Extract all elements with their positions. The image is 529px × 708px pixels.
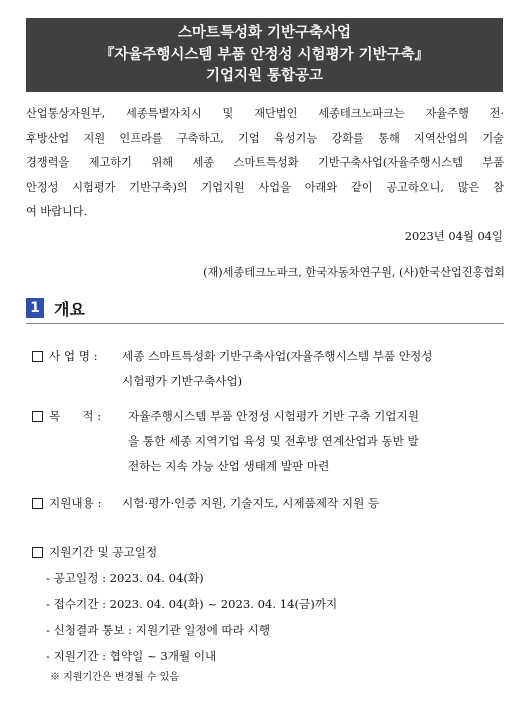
project-label: 사 업 명 : [49,349,98,363]
announcement-title-banner [26,18,503,92]
schedule-note: ※ 지원기간은 변경될 수 있음 [50,672,179,683]
purpose-label: 목 적 : [49,409,102,423]
intro-line-1: 산업통상자원부, 세종특별자치시 및 재단법인 세종테크노파크는 자율주행 전· [26,107,504,120]
title-line-2: 『자율주행시스템 부품 안정성 시험평가 기반구축』 [99,46,430,63]
purpose-line-2: 을 통한 세종 지역기업 육성 및 전후방 연계산업과 동반 발 [128,434,419,448]
project-name-row [32,344,98,368]
schedule-item: - 신청결과 통보 : 지원기관 일정에 따라 시행 [46,623,271,637]
project-line-1: 세종 스마트특성화 기반구축사업(자율주행시스템 부품 안정성 [122,349,433,363]
support-row [32,491,101,515]
project-line-2: 시험평가 기반구축사업) [122,374,243,388]
support-text: 시험·평가·인증 지원, 기술지도, 시제품제작 지원 등 [122,496,380,510]
checkbox-square-icon [32,498,43,509]
support-label: 지원내용 : [49,496,102,510]
section-number-badge: 1 [26,298,44,318]
intro-line-5: 여 바랍니다. [26,205,88,219]
schedule-item: - 접수기간 : 2023. 04. 04(화) ~ 2023. 04. 14(금)까지 [46,597,338,611]
checkbox-square-icon [32,411,43,422]
organizations: (재)세종테크노파크, 한국자동차연구원, (사)한국산업진흥협회 [203,266,505,279]
section-divider [26,323,504,324]
schedule-row [32,540,157,564]
title-line-3: 기업지원 통합공고 [205,68,324,84]
intro-line-2: 후방산업 지원 인프라를 구축하고, 기업 육성기능 강화를 통해 지역산업의 기술 [26,131,504,145]
section-header [26,296,85,320]
announcement-date: 2023년 04월 04일 [404,229,503,243]
intro-line-4: 안정성 시험평가 기반구축)의 기업지원 사업을 아래와 같이 공고하오니, 많은 참 [26,180,504,194]
schedule-label: 지원기간 및 공고일정 [49,545,158,559]
checkbox-square-icon [32,351,43,362]
purpose-row [32,404,101,428]
intro-paragraph [26,102,504,225]
schedule-item: - 지원기간 : 협약일 ~ 3개월 이내 [46,649,217,663]
intro-line-3: 경쟁력을 제고하기 위해 세종 스마트특성화 기반구축사업(자율주행시스템 부품 [26,156,504,170]
purpose-line-1: 자율주행시스템 부품 안정성 시험평가 기반 구축 기업지원 [128,409,419,423]
purpose-line-3: 전하는 지속 가능 산업 생태계 발판 마련 [128,459,330,473]
section-title: 개요 [54,299,85,319]
schedule-item: - 공고일정 : 2023. 04. 04(화) [46,571,204,585]
title-line-1: 스마트특성화 기반구축사업 [177,25,352,41]
checkbox-square-icon [32,547,43,558]
